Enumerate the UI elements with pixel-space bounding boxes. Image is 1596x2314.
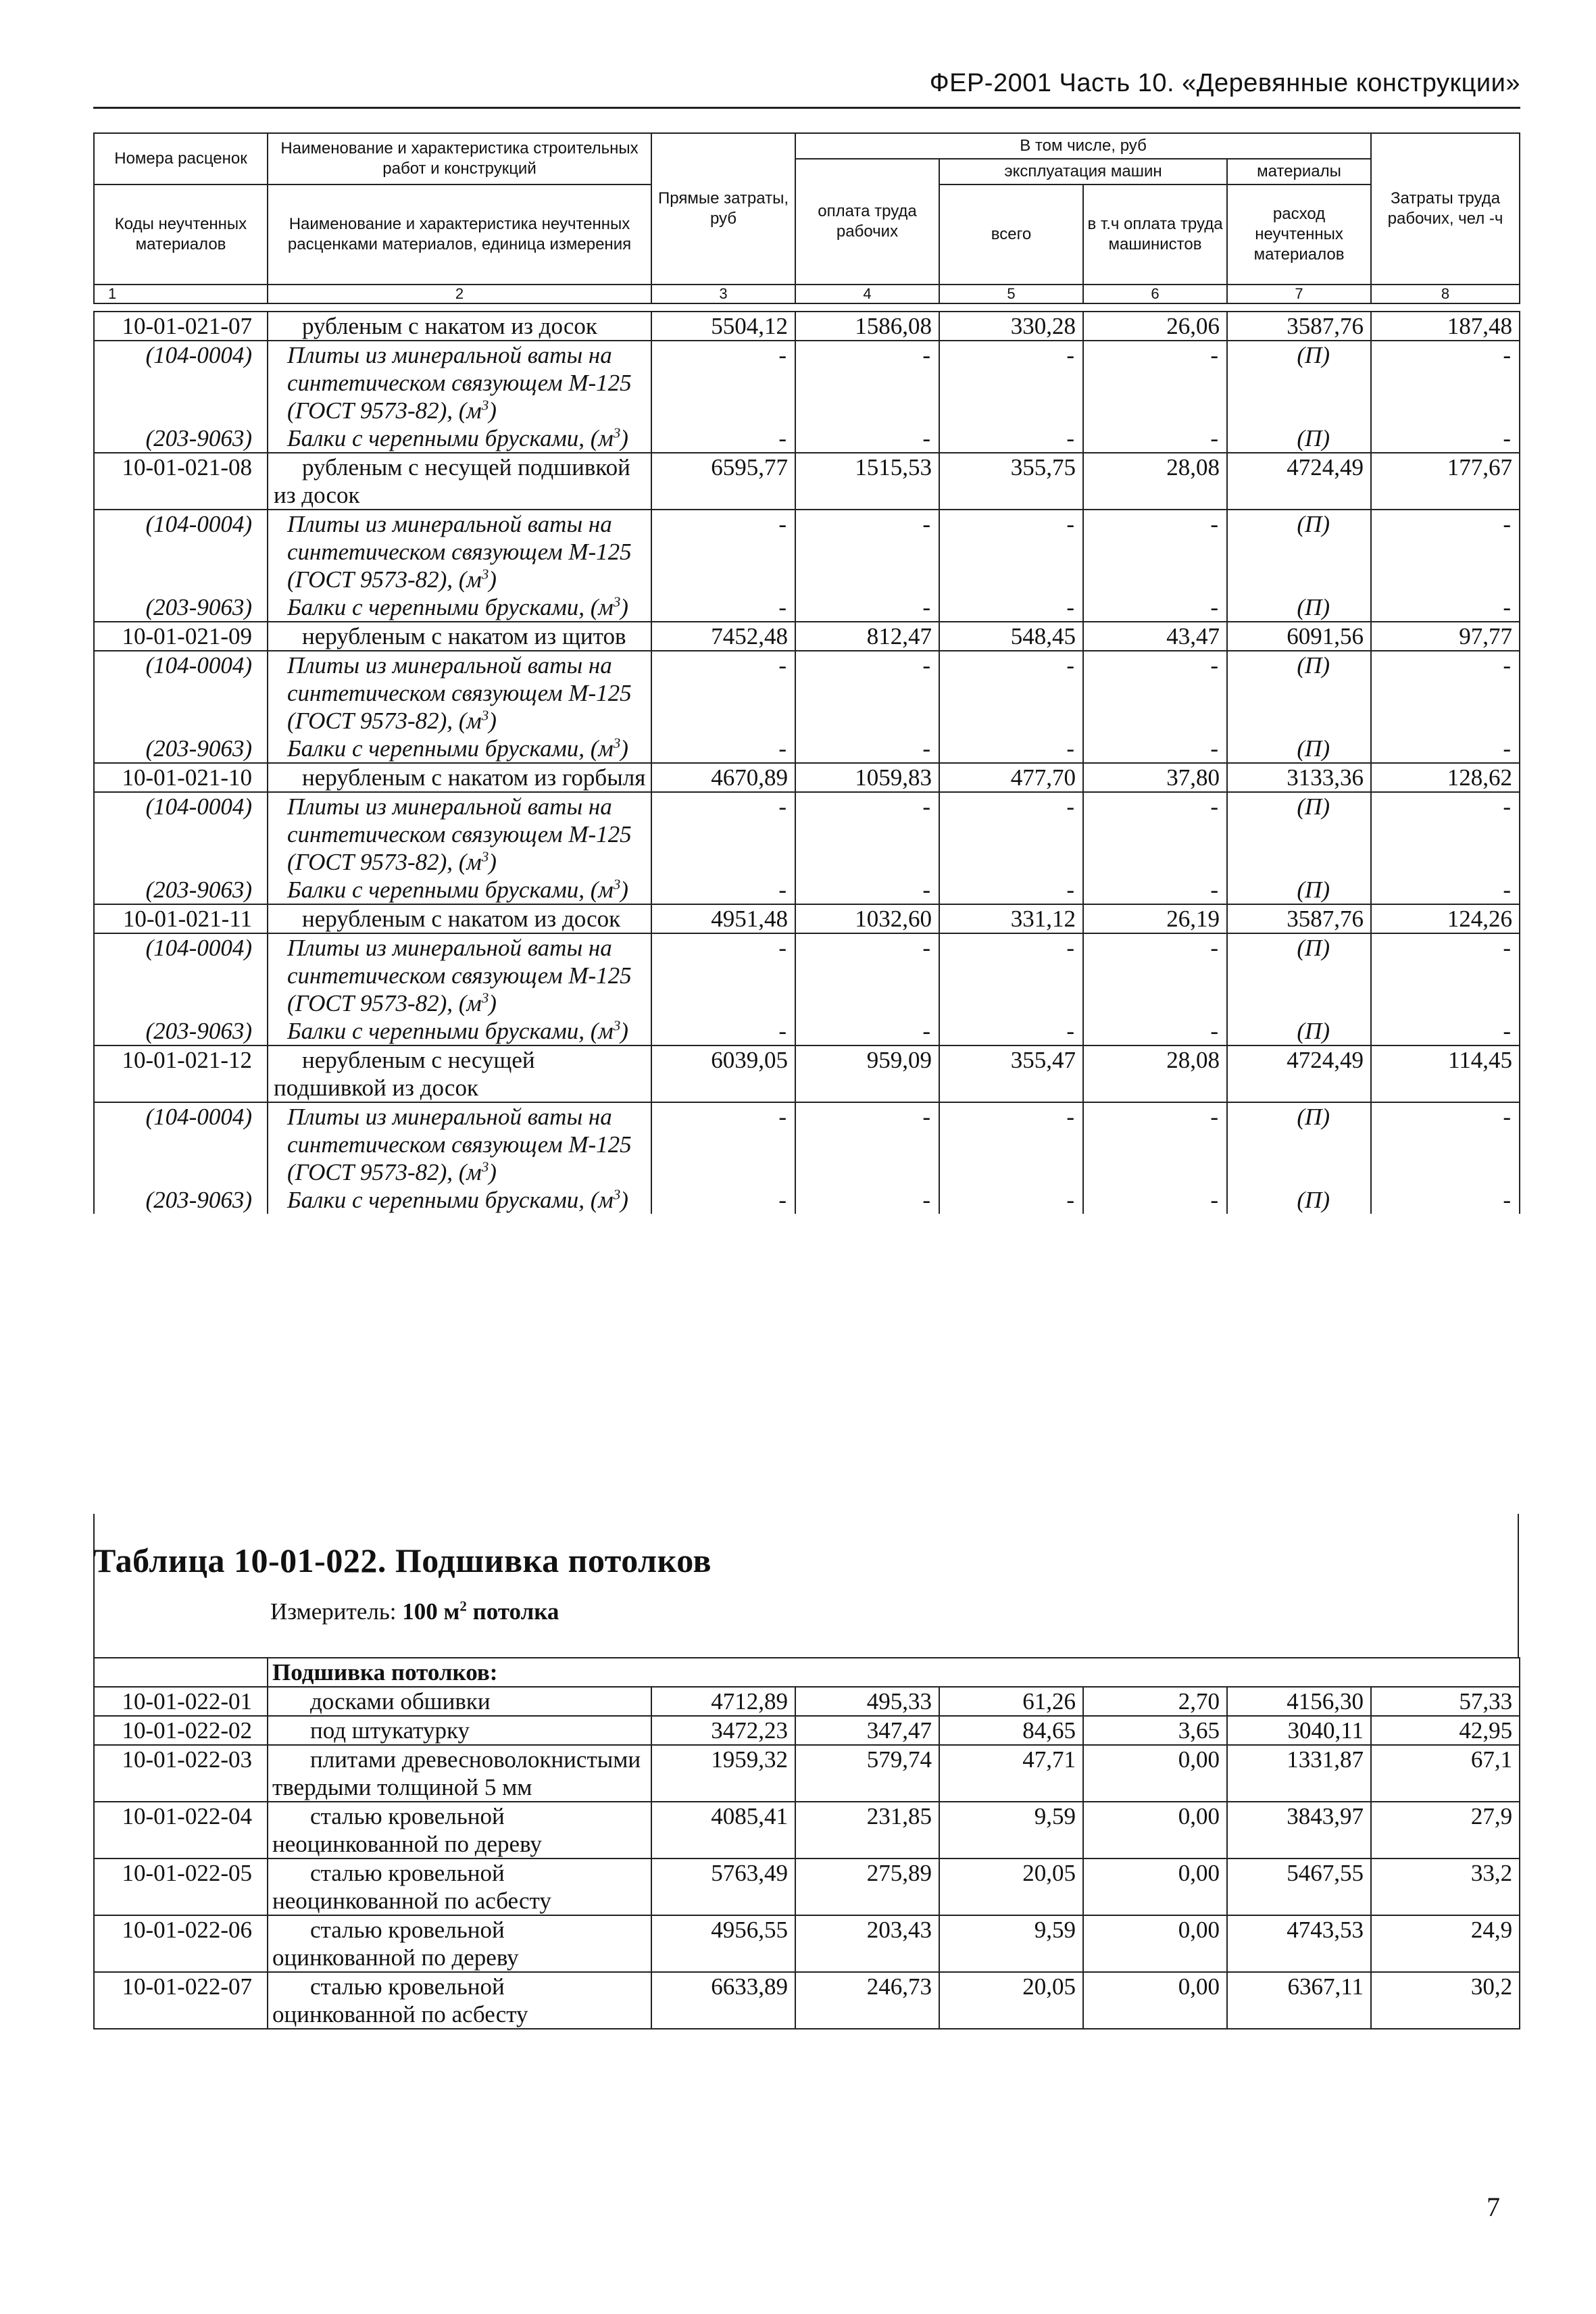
value-mach: 20,05: [939, 1972, 1083, 2029]
value-mach: 331,12: [939, 904, 1083, 933]
value-dash: -: [651, 1186, 795, 1214]
value-mach_labor: 0,00: [1083, 1745, 1227, 1802]
value-mach_labor: 26,19: [1083, 904, 1227, 933]
value-dash: -: [1371, 424, 1520, 453]
value-mach: 84,65: [939, 1716, 1083, 1745]
material-flag: (П): [1227, 876, 1371, 904]
value-dash: -: [795, 1186, 939, 1214]
material-name: Балки с черепными брусками, $(м^3)$: [268, 876, 651, 904]
material-code: (104-0004): [94, 510, 268, 593]
value-hours: 177,67: [1371, 453, 1520, 510]
material-row: [94, 424, 1520, 453]
value-dash: -: [651, 735, 795, 763]
value-dash: -: [939, 1186, 1083, 1214]
value-dash: -: [939, 1017, 1083, 1045]
value-labor: 495,33: [795, 1687, 939, 1716]
material-flag: (П): [1227, 510, 1371, 593]
col-number: 2: [268, 285, 651, 303]
value-direct: 7452,48: [651, 622, 795, 651]
value-mach_labor: 2,70: [1083, 1687, 1227, 1716]
value-dash: -: [1083, 1186, 1227, 1214]
value-dash: -: [939, 341, 1083, 424]
material-name: Балки с черепными брусками, $(м^3)$: [268, 1017, 651, 1045]
value-dash: -: [795, 876, 939, 904]
value-hours: 114,45: [1371, 1045, 1520, 1102]
col-number: 6: [1083, 285, 1227, 303]
value-mach: 47,71: [939, 1745, 1083, 1802]
rates-table-022: [93, 1657, 1520, 2029]
value-dash: -: [1371, 735, 1520, 763]
table-row: [94, 1858, 1520, 1915]
value-mach: 355,75: [939, 453, 1083, 510]
material-name: Балки с черепными брусками, $(м^3)$: [268, 735, 651, 763]
value-dash: -: [1371, 1102, 1520, 1186]
value-dash: -: [1371, 1017, 1520, 1045]
value-direct: 6595,77: [651, 453, 795, 510]
value-mach_labor: 28,08: [1083, 453, 1227, 510]
meter-label: Измеритель:: [270, 1598, 397, 1625]
value-hours: 124,26: [1371, 904, 1520, 933]
material-name: Плиты из минеральной ваты на синтетическом связующем М-125 (ГОСТ 9573-82), $(м^3)$: [268, 510, 651, 593]
value-dash: -: [1083, 510, 1227, 593]
material-row: [94, 341, 1520, 424]
value-dash: -: [1083, 651, 1227, 735]
material-code: (104-0004): [94, 651, 268, 735]
value-mach_labor: 3,65: [1083, 1716, 1227, 1745]
value-dash: -: [1083, 593, 1227, 622]
value-mach_labor: 26,06: [1083, 312, 1227, 341]
value-hours: 187,48: [1371, 312, 1520, 341]
material-code: (104-0004): [94, 1102, 268, 1186]
value-dash: -: [651, 510, 795, 593]
col-number: 8: [1371, 285, 1520, 303]
material-row: [94, 1102, 1520, 1186]
value-mach_labor: 28,08: [1083, 1045, 1227, 1102]
value-mach: 477,70: [939, 763, 1083, 792]
value-dash: -: [939, 424, 1083, 453]
rate-code: 10-01-022-05: [94, 1858, 268, 1915]
value-dash: -: [939, 651, 1083, 735]
material-flag: (П): [1227, 933, 1371, 1017]
value-dash: -: [795, 510, 939, 593]
value-dash: -: [651, 424, 795, 453]
header-materials: материалы: [1227, 159, 1371, 184]
value-mach_labor: 0,00: [1083, 1915, 1227, 1972]
value-mach_labor: 43,47: [1083, 622, 1227, 651]
value-mat: 4724,49: [1227, 453, 1371, 510]
value-dash: -: [939, 735, 1083, 763]
material-flag: (П): [1227, 1102, 1371, 1186]
value-mach_labor: 0,00: [1083, 1802, 1227, 1858]
table-row: [94, 622, 1520, 651]
value-dash: -: [651, 651, 795, 735]
value-mach: 20,05: [939, 1858, 1083, 1915]
rates-table-021: [93, 311, 1520, 1214]
material-name: Плиты из минеральной ваты на синтетическом связующем М-125 (ГОСТ 9573-82), $(м^3)$: [268, 1102, 651, 1186]
material-row: [94, 1186, 1520, 1214]
material-row: [94, 510, 1520, 593]
work-name: сталью кровельной оцинкованной по асбесту: [268, 1972, 651, 2029]
header-machines-total: всего: [939, 184, 1083, 285]
work-name: досками обшивки: [268, 1687, 651, 1716]
value-dash: -: [795, 735, 939, 763]
value-labor: 1059,83: [795, 763, 939, 792]
value-dash: -: [939, 792, 1083, 876]
value-labor: 1515,53: [795, 453, 939, 510]
work-name: рубленым с несущей подшивкой из досок: [268, 453, 651, 510]
value-dash: -: [939, 876, 1083, 904]
table-row: [94, 1045, 1520, 1102]
col-number: 1: [94, 285, 268, 303]
value-dash: -: [795, 1017, 939, 1045]
table-row: [94, 763, 1520, 792]
page-number: 7: [1487, 2192, 1500, 2222]
value-mat: 3843,97: [1227, 1802, 1371, 1858]
material-name: Балки с черепными брусками, $(м^3)$: [268, 1186, 651, 1214]
work-name: сталью кровельной неоцинкованной по дереву: [268, 1802, 651, 1858]
table-row: [94, 1687, 1520, 1716]
value-hours: 57,33: [1371, 1687, 1520, 1716]
material-row: [94, 933, 1520, 1017]
value-mat: 3587,76: [1227, 312, 1371, 341]
value-dash: -: [651, 876, 795, 904]
rate-code: 10-01-021-12: [94, 1045, 268, 1102]
table-row: [94, 1716, 1520, 1745]
value-dash: -: [1371, 933, 1520, 1017]
work-name: сталью кровельной оцинкованной по дереву: [268, 1915, 651, 1972]
rate-code: 10-01-022-03: [94, 1745, 268, 1802]
col-number: 3: [651, 285, 795, 303]
work-name: сталью кровельной неоцинкованной по асбесту: [268, 1858, 651, 1915]
value-direct: 4085,41: [651, 1802, 795, 1858]
material-code: (104-0004): [94, 933, 268, 1017]
value-hours: 42,95: [1371, 1716, 1520, 1745]
work-name: нерубленым с накатом из щитов: [268, 622, 651, 651]
material-row: [94, 792, 1520, 876]
value-mach_labor: 37,80: [1083, 763, 1227, 792]
value-dash: -: [939, 593, 1083, 622]
material-name: Плиты из минеральной ваты на синтетическом связующем М-125 (ГОСТ 9573-82), $(м^3)$: [268, 933, 651, 1017]
rate-code: 10-01-022-06: [94, 1915, 268, 1972]
table-row: [94, 1972, 1520, 2029]
value-labor: 959,09: [795, 1045, 939, 1102]
table-subheading: Подшивка потолков:: [268, 1658, 1520, 1687]
header-labor-pay: оплата труда рабочих: [795, 159, 939, 285]
meter-value: 100 $м^2$ потолка: [402, 1598, 559, 1625]
rate-code: 10-01-022-07: [94, 1972, 268, 2029]
material-code: (203-9063): [94, 424, 268, 453]
value-dash: -: [939, 933, 1083, 1017]
value-dash: -: [651, 792, 795, 876]
table-row: [94, 1745, 1520, 1802]
value-dash: -: [939, 510, 1083, 593]
table-row: [94, 312, 1520, 341]
header-labor-hours: Затраты труда рабочих, чел -ч: [1371, 133, 1520, 285]
value-dash: -: [1371, 792, 1520, 876]
header-rule: [93, 107, 1520, 109]
value-hours: 27,9: [1371, 1802, 1520, 1858]
material-code: (203-9063): [94, 876, 268, 904]
value-labor: 812,47: [795, 622, 939, 651]
rate-code: 10-01-021-07: [94, 312, 268, 341]
value-dash: -: [1371, 341, 1520, 424]
col-number: 7: [1227, 285, 1371, 303]
value-mat: 1331,87: [1227, 1745, 1371, 1802]
value-mach: 9,59: [939, 1802, 1083, 1858]
header-material-use: расход неучтенных материалов: [1227, 184, 1371, 285]
value-mat: 4743,53: [1227, 1915, 1371, 1972]
material-code: (203-9063): [94, 735, 268, 763]
material-flag: (П): [1227, 792, 1371, 876]
value-dash: -: [651, 1102, 795, 1186]
material-code: (104-0004): [94, 792, 268, 876]
material-row: [94, 876, 1520, 904]
value-mach_labor: 0,00: [1083, 1858, 1227, 1915]
value-dash: -: [795, 933, 939, 1017]
value-dash: -: [1083, 341, 1227, 424]
value-dash: -: [651, 1017, 795, 1045]
value-dash: -: [1371, 1186, 1520, 1214]
table-row: [94, 904, 1520, 933]
material-name: Балки с черепными брусками, $(м^3)$: [268, 593, 651, 622]
value-labor: 246,73: [795, 1972, 939, 2029]
table-row: [94, 1915, 1520, 1972]
value-dash: -: [651, 341, 795, 424]
value-dash: -: [795, 593, 939, 622]
header-operator-pay: в т.ч оплата труда машинистов: [1083, 184, 1227, 285]
value-dash: -: [1371, 876, 1520, 904]
value-mach: 355,47: [939, 1045, 1083, 1102]
work-name: нерубленым с несущей подшивкой из досок: [268, 1045, 651, 1102]
material-flag: (П): [1227, 735, 1371, 763]
rate-code: 10-01-022-04: [94, 1802, 268, 1858]
section-meter: [270, 1598, 559, 1625]
value-dash: -: [651, 933, 795, 1017]
value-labor: 579,74: [795, 1745, 939, 1802]
material-code: (203-9063): [94, 593, 268, 622]
material-row: [94, 735, 1520, 763]
value-direct: 5763,49: [651, 1858, 795, 1915]
header-material-names: Наименование и характеристика неучтенных расценками материалов, единица измерения: [268, 184, 651, 285]
value-hours: 67,1: [1371, 1745, 1520, 1802]
value-dash: -: [651, 593, 795, 622]
rate-code: 10-01-021-10: [94, 763, 268, 792]
value-dash: -: [795, 341, 939, 424]
value-dash: -: [1371, 593, 1520, 622]
value-labor: 1586,08: [795, 312, 939, 341]
value-hours: 24,9: [1371, 1915, 1520, 1972]
work-name: нерубленым с накатом из досок: [268, 904, 651, 933]
value-labor: 231,85: [795, 1802, 939, 1858]
value-direct: 6633,89: [651, 1972, 795, 2029]
value-mat: 4724,49: [1227, 1045, 1371, 1102]
value-direct: 4951,48: [651, 904, 795, 933]
value-mach_labor: 0,00: [1083, 1972, 1227, 2029]
rate-code: 10-01-021-09: [94, 622, 268, 651]
value-direct: 5504,12: [651, 312, 795, 341]
material-code: (203-9063): [94, 1017, 268, 1045]
value-hours: 33,2: [1371, 1858, 1520, 1915]
material-code: (104-0004): [94, 341, 268, 424]
value-hours: 30,2: [1371, 1972, 1520, 2029]
value-dash: -: [1083, 876, 1227, 904]
value-mat: 3587,76: [1227, 904, 1371, 933]
col-number: 4: [795, 285, 939, 303]
value-direct: 3472,23: [651, 1716, 795, 1745]
value-mach: 9,59: [939, 1915, 1083, 1972]
material-flag: (П): [1227, 1017, 1371, 1045]
value-dash: -: [1371, 651, 1520, 735]
work-name: под штукатурку: [268, 1716, 651, 1745]
section-title: Таблица 10-01-022. Подшивка потолков: [93, 1542, 712, 1579]
col-number: 5: [939, 285, 1083, 303]
material-name: Плиты из минеральной ваты на синтетическом связующем М-125 (ГОСТ 9573-82), $(м^3)$: [268, 651, 651, 735]
value-dash: -: [795, 651, 939, 735]
material-name: Плиты из минеральной ваты на синтетическом связующем М-125 (ГОСТ 9573-82), $(м^3)$: [268, 792, 651, 876]
value-dash: -: [795, 424, 939, 453]
value-mat: 5467,55: [1227, 1858, 1371, 1915]
value-labor: 203,43: [795, 1915, 939, 1972]
value-dash: -: [1083, 424, 1227, 453]
material-name: Балки с черепными брусками, $(м^3)$: [268, 424, 651, 453]
value-mat: 4156,30: [1227, 1687, 1371, 1716]
value-mach: 61,26: [939, 1687, 1083, 1716]
value-mach: 330,28: [939, 312, 1083, 341]
value-labor: 275,89: [795, 1858, 939, 1915]
material-flag: (П): [1227, 1186, 1371, 1214]
value-dash: -: [939, 1102, 1083, 1186]
value-dash: -: [1083, 1017, 1227, 1045]
rate-code: 10-01-022-01: [94, 1687, 268, 1716]
work-name: нерубленым с накатом из горбыля: [268, 763, 651, 792]
material-row: [94, 593, 1520, 622]
header-machines: эксплуатация машин: [939, 159, 1227, 184]
value-labor: 347,47: [795, 1716, 939, 1745]
work-name: рубленым с накатом из досок: [268, 312, 651, 341]
header-rate-numbers: Номера расценок: [94, 133, 268, 184]
material-row: [94, 1017, 1520, 1045]
material-code: (203-9063): [94, 1186, 268, 1214]
header-including: В том числе, руб: [795, 133, 1371, 159]
value-hours: 97,77: [1371, 622, 1520, 651]
table-row: [94, 453, 1520, 510]
value-direct: 1959,32: [651, 1745, 795, 1802]
value-mat: 6091,56: [1227, 622, 1371, 651]
table-header: [93, 132, 1520, 304]
value-dash: -: [1083, 1102, 1227, 1186]
section-frame: [93, 1514, 1519, 1658]
value-hours: 128,62: [1371, 763, 1520, 792]
value-labor: 1032,60: [795, 904, 939, 933]
value-dash: -: [795, 1102, 939, 1186]
value-dash: -: [1371, 510, 1520, 593]
value-direct: 4670,89: [651, 763, 795, 792]
value-mat: 6367,11: [1227, 1972, 1371, 2029]
material-flag: (П): [1227, 424, 1371, 453]
rate-code: 10-01-022-02: [94, 1716, 268, 1745]
material-flag: (П): [1227, 651, 1371, 735]
rate-code: 10-01-021-08: [94, 453, 268, 510]
value-mat: 3040,11: [1227, 1716, 1371, 1745]
subhead-spacer: [94, 1658, 268, 1687]
table-row: [94, 1802, 1520, 1858]
material-name: Плиты из минеральной ваты на синтетическом связующем М-125 (ГОСТ 9573-82), $(м^3)$: [268, 341, 651, 424]
header-direct-costs: Прямые затраты, руб: [651, 133, 795, 285]
header-work-name: Наименование и характеристика строительных работ и конструкций: [268, 133, 651, 184]
value-dash: -: [1083, 933, 1227, 1017]
value-mat: 3133,36: [1227, 763, 1371, 792]
value-mach: 548,45: [939, 622, 1083, 651]
value-direct: 4956,55: [651, 1915, 795, 1972]
value-dash: -: [795, 792, 939, 876]
value-direct: 6039,05: [651, 1045, 795, 1102]
header-material-codes: Коды неучтенных материалов: [94, 184, 268, 285]
material-row: [94, 651, 1520, 735]
material-flag: (П): [1227, 593, 1371, 622]
value-direct: 4712,89: [651, 1687, 795, 1716]
material-flag: (П): [1227, 341, 1371, 424]
rate-code: 10-01-021-11: [94, 904, 268, 933]
work-name: плитами древесноволокнистыми твердыми толщиной 5 мм: [268, 1745, 651, 1802]
value-dash: -: [1083, 735, 1227, 763]
running-header: ФЕР-2001 Часть 10. «Деревянные конструкции»: [929, 69, 1520, 97]
value-dash: -: [1083, 792, 1227, 876]
